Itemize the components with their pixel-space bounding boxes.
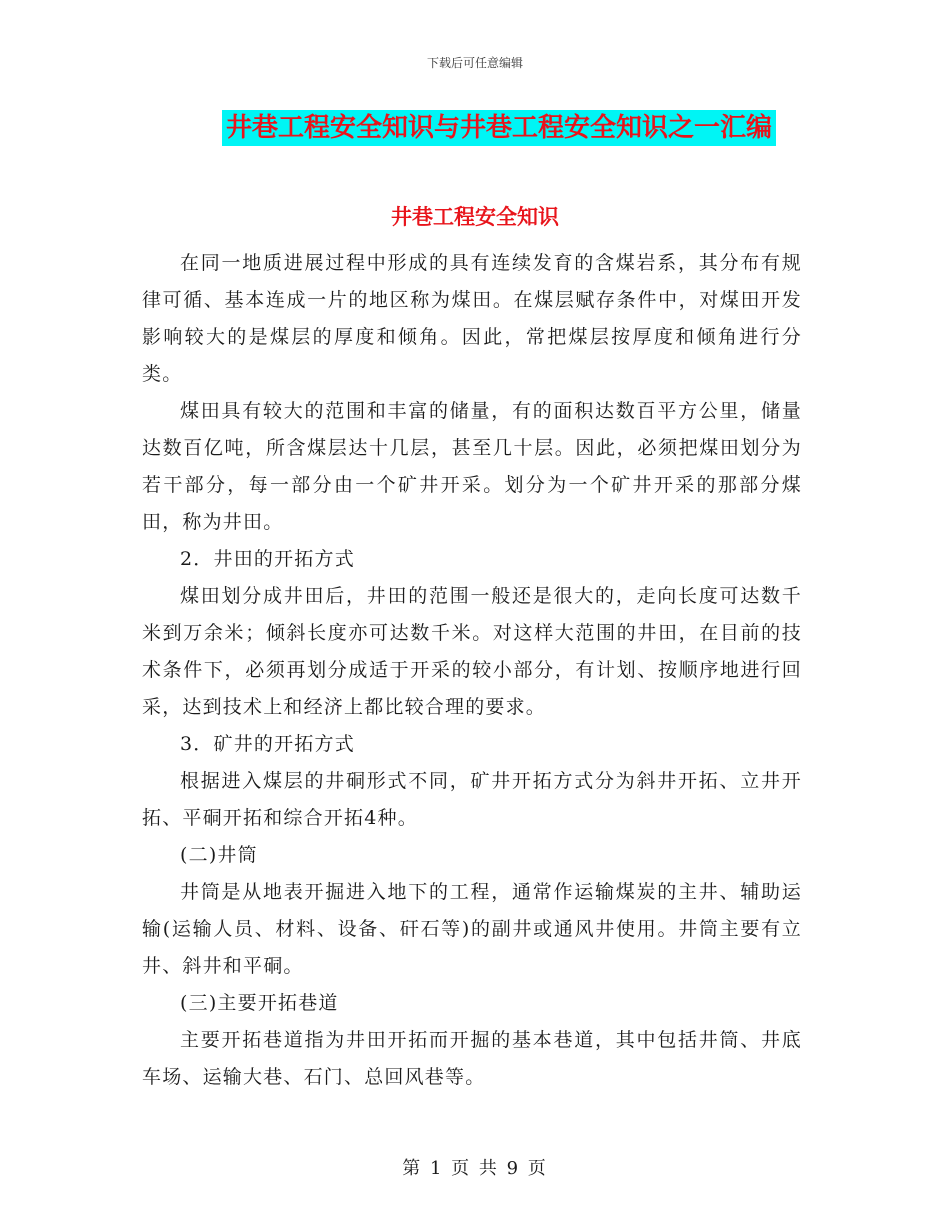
document-title-container xyxy=(0,110,950,146)
document-body xyxy=(142,245,802,1096)
subheading: (二)井筒 xyxy=(180,844,258,866)
body-paragraph: 井筒是从地表开掘进入地下的工程，通常作运输煤炭的主井、辅助运输(运输人员、材料、设备、矸石等)的副井或通风井使用。井筒主要有立井、斜井和平硐。 xyxy=(142,881,802,977)
header-note: 下载后可任意编辑 xyxy=(426,56,523,70)
body-paragraph: 煤田具有较大的范围和丰富的储量，有的面积达数百平方公里，储量达数百亿吨，所含煤层达十几层，甚至几十层。因此，必须把煤田划分为若干部分，每一部分由一个矿井开采。划分为一个矿井开采的那部分煤田，称为井田。 xyxy=(142,400,802,533)
section-title: 井巷工程安全知识 xyxy=(391,205,559,229)
body-paragraph: 煤田划分成井田后，井田的范围一般还是很大的，走向长度可达数千米到万余米；倾斜长度亦可达数千米。对这样大范围的井田，在目前的技术条件下，必须再划分成适于开采的较小部分，有计划、按顺序地进行回采，达到技术上和经济上都比较合理的要求。 xyxy=(142,585,802,718)
subheading: (三)主要开拓巷道 xyxy=(180,992,339,1014)
page-number-footer: 第 1 页 共 9 页 xyxy=(402,1158,548,1179)
body-paragraph: 根据进入煤层的井硐形式不同，矿井开拓方式分为斜井开拓、立井开拓、平硐开拓和综合开拓4种。 xyxy=(142,770,802,829)
body-paragraph: 在同一地质进展过程中形成的具有连续发育的含煤岩系，其分布有规律可循、基本连成一片的地区称为煤田。在煤层赋存条件中，对煤田开发影响较大的是煤层的厚度和倾角。因此，常把煤层按厚度和倾角进行分类。 xyxy=(142,252,802,385)
body-paragraph: 主要开拓巷道指为井田开拓而开掘的基本巷道，其中包括井筒、井底车场、运输大巷、石门、总回风巷等。 xyxy=(142,1029,802,1088)
document-title: 井巷工程安全知识与井巷工程安全知识之一汇编 xyxy=(222,110,776,146)
subheading: 3．矿井的开拓方式 xyxy=(180,733,355,755)
subheading: 2．井田的开拓方式 xyxy=(180,548,355,570)
